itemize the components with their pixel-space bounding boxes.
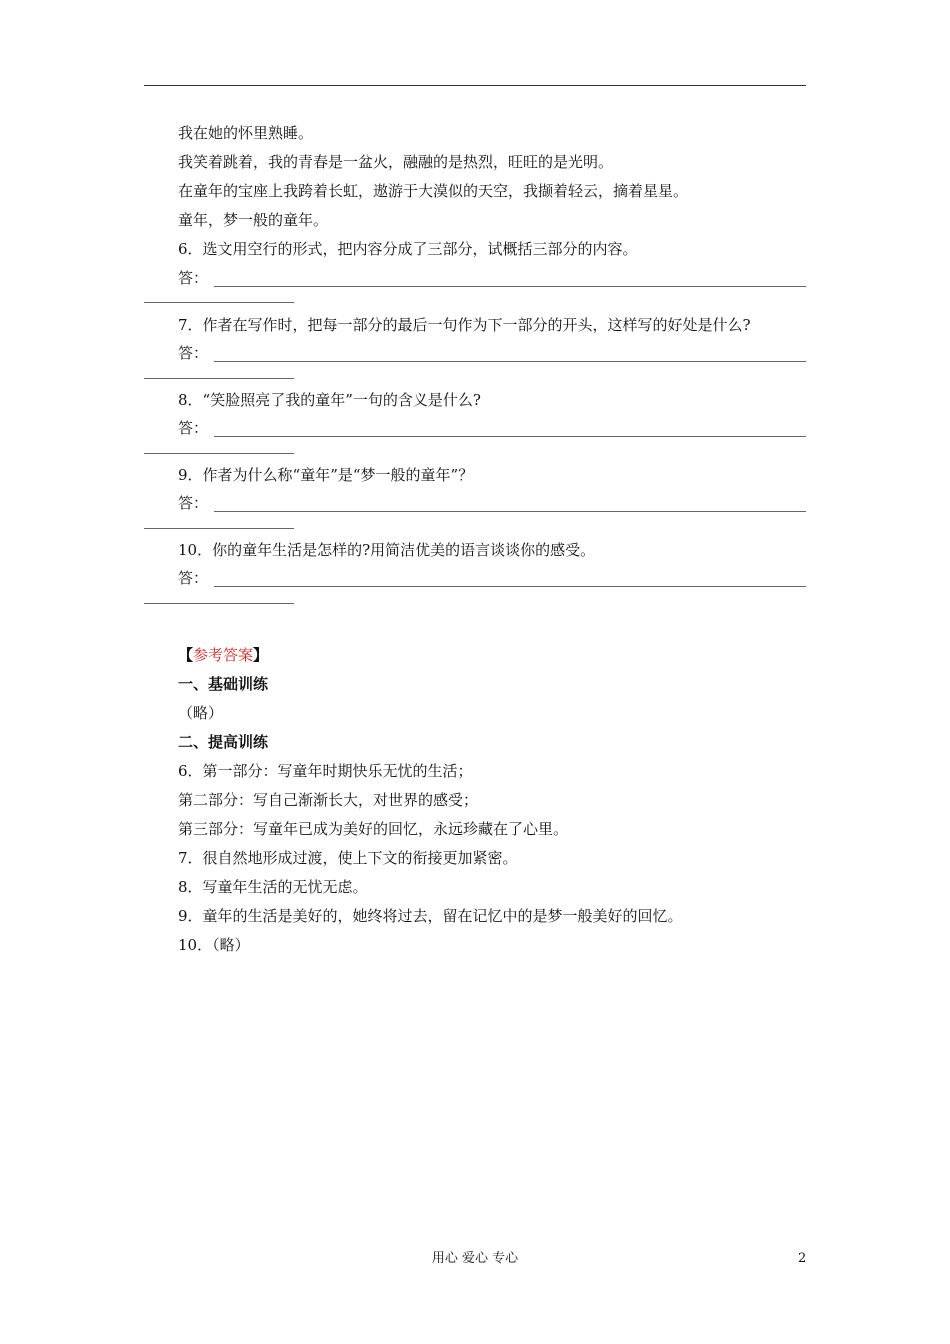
answer-label: 答： xyxy=(178,269,209,287)
answer-9: 9．童年的生活是美好的，她终将过去，留在记忆中的是梦一般美好的回忆。 xyxy=(178,907,683,925)
answer-row-10 xyxy=(178,568,806,588)
page-number: 2 xyxy=(798,1251,807,1266)
poem-line-4: 童年，梦一般的童年。 xyxy=(178,211,329,229)
answer-continuation-line xyxy=(144,378,294,379)
poem-line-2: 我笑着跳着，我的青春是一盆火，融融的是热烈，旺旺的是光明。 xyxy=(178,153,614,171)
poem-line-1: 我在她的怀里熟睡。 xyxy=(178,124,314,142)
answer-line xyxy=(214,436,806,437)
open-bracket: 【 xyxy=(178,646,194,664)
section-2-heading: 二、提高训练 xyxy=(178,733,269,751)
header-rule xyxy=(144,85,806,86)
question-6: 6．选文用空行的形式，把内容分成了三部分，试概括三部分的内容。 xyxy=(178,240,638,258)
poem-line-3: 在童年的宝座上我跨着长虹，遨游于大漠似的天空，我撷着轻云，摘着星星。 xyxy=(178,182,689,200)
answer-row-7 xyxy=(178,343,806,363)
close-bracket: 】 xyxy=(253,646,269,664)
answer-continuation-line xyxy=(144,603,294,604)
answer-continuation-line xyxy=(144,528,294,529)
answer-10: 10．（略） xyxy=(178,936,250,954)
answer-6-part-3: 第三部分：写童年已成为美好的回忆，永远珍藏在了心里。 xyxy=(178,820,569,838)
question-7: 7．作者在写作时，把每一部分的最后一句作为下一部分的开头，这样写的好处是什么? xyxy=(178,316,751,334)
question-10: 10．你的童年生活是怎样的?用简洁优美的语言谈谈你的感受。 xyxy=(178,541,596,559)
answer-row-6 xyxy=(178,268,806,288)
answer-line xyxy=(214,286,806,287)
reference-answers-title xyxy=(178,645,268,665)
answer-8: 8．写童年生活的无忧无虑。 xyxy=(178,878,368,896)
answer-6-part-1: 6．第一部分：写童年时期快乐无忧的生活； xyxy=(178,762,473,780)
section-1-heading: 一、基础训练 xyxy=(178,675,269,693)
answer-6-part-2: 第二部分：写自己渐渐长大，对世界的感受； xyxy=(178,791,479,809)
answer-row-9 xyxy=(178,493,806,513)
answer-continuation-line xyxy=(144,453,294,454)
answer-continuation-line xyxy=(144,302,294,303)
answer-row-8 xyxy=(178,418,806,438)
answer-label: 答： xyxy=(178,344,209,362)
answer-line xyxy=(214,361,806,362)
answer-label: 答： xyxy=(178,494,209,512)
answer-line xyxy=(214,511,806,512)
reference-title-text: 参考答案 xyxy=(193,646,254,664)
question-9: 9．作者为什么称“童年”是“梦一般的童年”？ xyxy=(178,466,474,484)
page-footer: 用心 爱心 专心 xyxy=(431,1251,519,1266)
section-1-answer: （略） xyxy=(178,704,224,722)
question-8: 8．“笑脸照亮了我的童年”一句的含义是什么? xyxy=(178,391,481,409)
answer-label: 答： xyxy=(178,569,209,587)
answer-line xyxy=(214,586,806,587)
answer-7: 7．很自然地形成过渡，使上下文的衔接更加紧密。 xyxy=(178,849,518,867)
answer-label: 答： xyxy=(178,419,209,437)
